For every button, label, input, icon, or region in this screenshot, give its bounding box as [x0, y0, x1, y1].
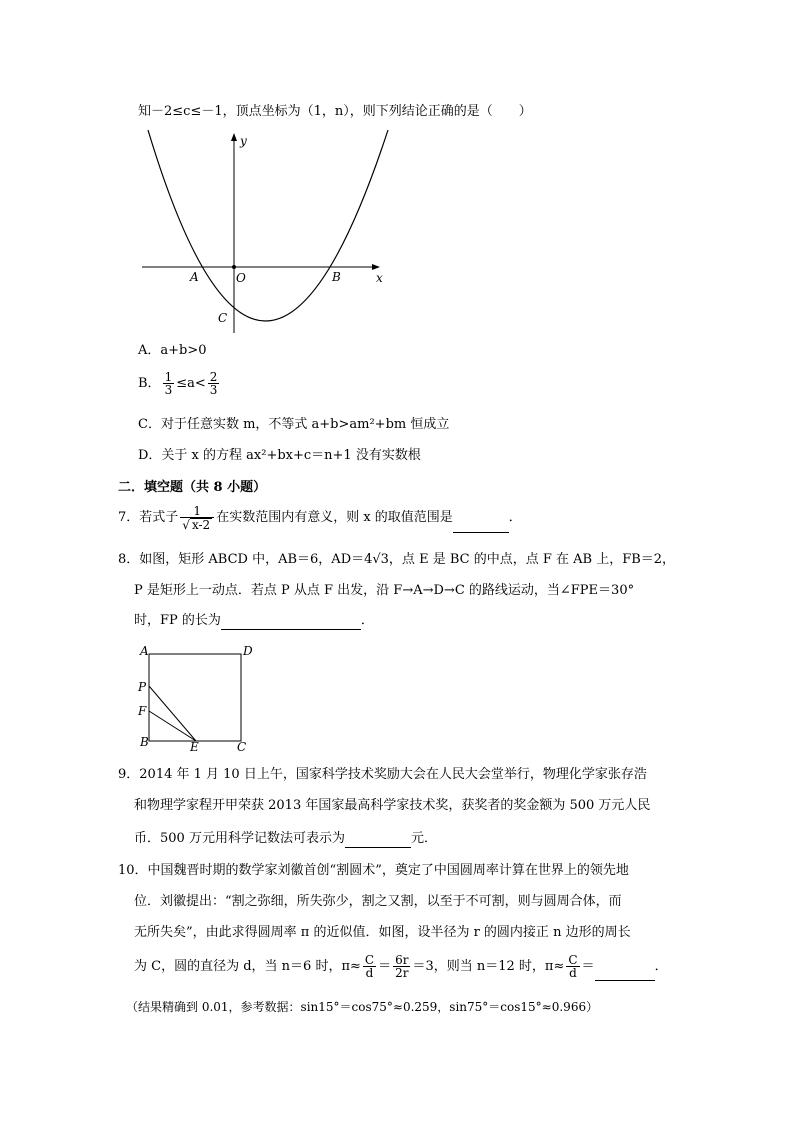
q7: [118, 503, 522, 533]
rect-abcd: [149, 654, 241, 741]
q8-line3: [134, 612, 374, 630]
label-c: C: [237, 740, 247, 754]
q6-stem: 知－2≤c≤－1，顶点坐标为（1，n），则下列结论正确的是（ ）: [138, 104, 532, 119]
point-a-label: A: [190, 270, 199, 284]
q8-line1: 8．如图，矩形 ABCD 中，AB＝6，AD＝4√3，点 E 是 BC 的中点，点 F 在 AB 上，FB＝2，: [118, 552, 676, 567]
q6-option-a: A．a+b>0: [138, 343, 207, 358]
q7-suffix: 在实数范围内有意义，则 x 的取值范围是: [216, 510, 453, 525]
segment-pe: [149, 686, 196, 741]
q10-eq: ＝: [378, 959, 392, 974]
origin-label: O: [236, 271, 246, 285]
origin-dot: [232, 265, 236, 269]
point-b-label: B: [332, 270, 341, 284]
option-b-fraction-1: $\frac{1}{3}$: [164, 370, 173, 397]
q10-fraction-1: $\frac{C}{d}$: [364, 953, 375, 980]
option-b-mid: ≤a<: [176, 376, 206, 391]
q10-fraction-3: $\frac{C}{d}$: [568, 953, 578, 980]
q8-line3-prefix: 时，FP 的长为: [134, 613, 221, 628]
section-title: 二．填空题（共 8 小题）: [118, 480, 267, 495]
label-b: B: [140, 735, 149, 749]
q10-line4-a: 为 C，圆的直径为 d，当 n＝6 时，π≈: [134, 959, 361, 974]
q10-note: （结果精确到 0.01，参考数据：sin15°＝cos75°≈0.259，sin75°＝cos15°≈0.966）: [126, 1000, 599, 1014]
segment-fe: [149, 711, 196, 741]
q8-end: ．: [360, 613, 374, 628]
label-d: D: [243, 644, 253, 658]
option-b-prefix: B．: [138, 376, 161, 391]
q7-prefix: 7．若式子: [118, 510, 179, 525]
q7-answer-blank[interactable]: [453, 518, 509, 533]
q7-fraction: $\frac{1}{√ x-2}$: [180, 505, 214, 531]
q6-option-d: D．关于 x 的方程 ax²+bx+c＝n+1 没有实数根: [138, 448, 421, 463]
q9-line1: 9．2014 年 1 月 10 日上午，国家科学技术奖励大会在人民大会堂举行，物理化学家张存浩: [118, 767, 647, 782]
q10-line4: [134, 953, 668, 981]
q9-line3: [134, 830, 437, 848]
q8-line2: P 是矩形上一动点．若点 P 从点 F 出发，沿 F→A→D→C 的路线运动，当∠FPE＝30°: [134, 583, 635, 598]
q10-line4-b: ＝3，则当 n＝12 时，π≈: [412, 959, 565, 974]
q10-line3: 无所失矣”，由此求得圆周率 π 的近似值．如图，设半径为 r 的圆内接正 n 边形的周长: [134, 925, 631, 940]
q10-fraction-2: $\frac{6r}{2r}$: [395, 953, 409, 980]
q6-option-b: [138, 370, 221, 398]
point-c-label: C: [218, 311, 228, 325]
x-label: x: [376, 271, 383, 285]
q9-line3-prefix: 币．500 万元用科学记数法可表示为: [134, 831, 345, 846]
x-axis-arrow: [372, 264, 380, 270]
q9-line2: 和物理学家程开甲荣获 2013 年国家最高科学家技术奖，获奖者的奖金额为 500 万元人民: [134, 798, 651, 813]
label-f: F: [138, 704, 147, 718]
option-b-fraction-2: $\frac{2}{3}$: [209, 370, 218, 397]
q9-line3-suffix: 元．: [410, 831, 437, 846]
rectangle-figure: [135, 640, 265, 755]
q6-option-c: C．对于任意实数 m，不等式 a+b>am²+bm 恒成立: [138, 417, 450, 432]
q10-answer-blank[interactable]: [595, 966, 655, 981]
parabola-curve: [148, 130, 388, 321]
label-p: P: [138, 680, 147, 694]
q10-line2: 位．刘徽提出：“割之弥细，所失弥少，割之又割，以至于不可割，则与圆周合体，而: [134, 894, 622, 909]
y-label: y: [240, 134, 247, 148]
q9-answer-blank[interactable]: [345, 833, 411, 848]
q10-end: ．: [654, 959, 668, 974]
q10-line1: 10．中国魏晋时期的数学家刘徽首创“割圆术”，奠定了中国圆周率计算在世界上的领先地: [118, 863, 629, 878]
label-e: E: [190, 740, 199, 754]
q8-answer-blank[interactable]: [221, 615, 361, 630]
q7-end: ．: [508, 510, 522, 525]
label-a: A: [140, 644, 149, 658]
y-axis-arrow: [231, 133, 237, 141]
q10-line4-c: ＝: [581, 959, 595, 974]
parabola-graph: [130, 125, 400, 340]
